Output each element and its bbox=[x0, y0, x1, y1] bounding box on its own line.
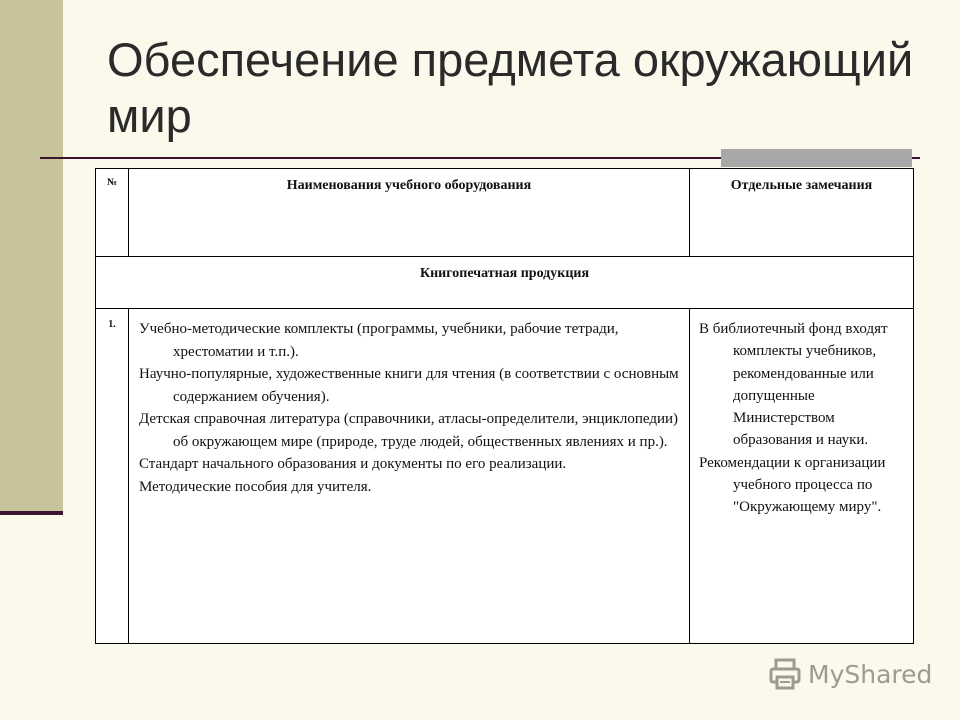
list-item: Детская справочная литература (справочники, атласы-определители, энциклопедии) об окружающем мире (природе, труде людей, общественных явлениях и пр.). bbox=[139, 411, 679, 450]
left-decor-rule bbox=[0, 511, 63, 515]
watermark-text: MyShared bbox=[808, 659, 933, 689]
header-notes: Отдельные замечания bbox=[690, 169, 914, 257]
header-equipment-name: Наименования учебного оборудования bbox=[129, 169, 690, 257]
header-num: № bbox=[96, 169, 129, 257]
list-item: Стандарт начального образования и документы по его реализации. bbox=[139, 456, 567, 472]
table-row bbox=[96, 309, 914, 644]
equipment-table bbox=[95, 168, 914, 644]
list-item: Научно-популярные, художественные книги для чтения (в соответствии с основным содержанием обучения). bbox=[139, 366, 679, 405]
left-decor-band bbox=[0, 0, 63, 515]
title-accent-bar bbox=[721, 149, 912, 167]
printer-icon bbox=[768, 657, 802, 691]
row-notes-cell bbox=[690, 309, 914, 644]
list-item: Методические пособия для учителя. bbox=[139, 478, 372, 495]
slide-title: Обеспечение предмета окружающий мир bbox=[107, 33, 914, 142]
watermark bbox=[768, 656, 932, 692]
row-items-cell bbox=[129, 309, 690, 644]
table-header-row bbox=[96, 169, 914, 257]
list-item: Учебно-методические комплекты (программы, учебники, рабочие тетради, хрестоматии и т.п.). bbox=[139, 321, 619, 360]
note-item: В библиотечный фонд входят комплекты учебников, рекомендованные или допущенные Министерством образования и науки. bbox=[699, 321, 888, 449]
section-row bbox=[96, 257, 914, 309]
note-item: Рекомендации к организации учебного процесса по "Окружающему миру". bbox=[699, 454, 886, 516]
section-title: Книгопечатная продукция bbox=[96, 257, 914, 309]
row-num: 1. bbox=[96, 309, 129, 644]
